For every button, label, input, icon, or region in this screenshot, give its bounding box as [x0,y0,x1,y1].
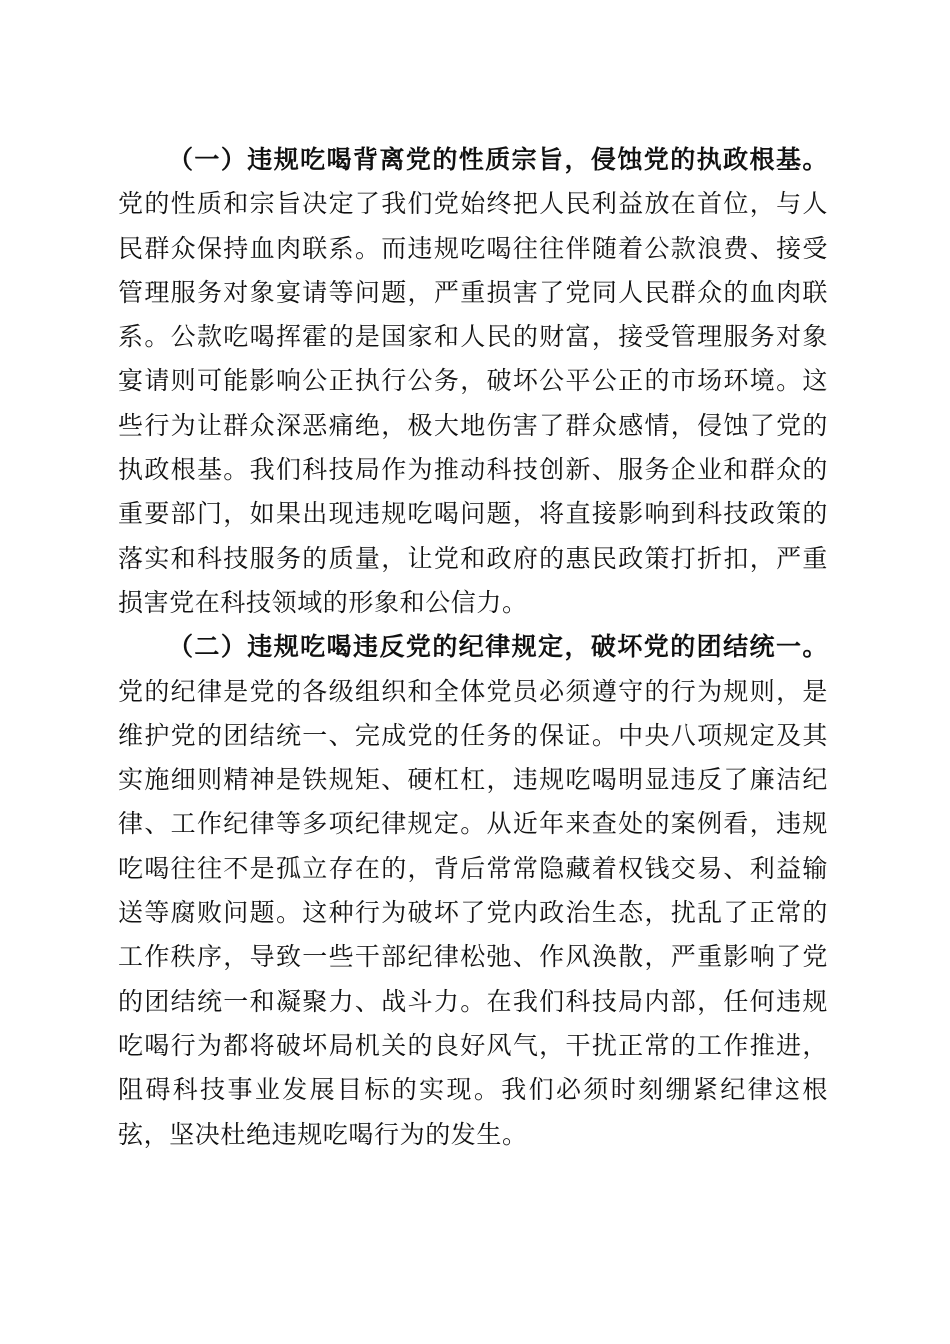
section-paragraph-1 [118,138,828,625]
section-body-1: 党的性质和宗旨决定了我们党始终把人民利益放在首位，与人民群众保持血肉联系。而违规吃喝往往伴随着公款浪费、接受管理服务对象宴请等问题，严重损害了党同人民群众的血肉联系。公款吃喝挥霍的是国家和人民的财富，接受管理服务对象宴请则可能影响公正执行公务，破坏公平公正的市场环境。这些行为让群众深恶痛绝，极大地伤害了群众感情，侵蚀了党的执政根基。我们科技局作为推动科技创新、服务企业和群众的重要部门，如果出现违规吃喝问题，将直接影响到科技政策的落实和科技服务的质量，让党和政府的惠民政策打折扣，严重损害党在科技领域的形象和公信力。 [118,189,828,617]
document-body [118,138,828,1157]
section-body-2: 党的纪律是党的各级组织和全体党员必须遵守的行为规则，是维护党的团结统一、完成党的任务的保证。中央八项规定及其实施细则精神是铁规矩、硬杠杠，违规吃喝明显违反了廉洁纪律、工作纪律等多项纪律规定。从近年来查处的案例看，违规吃喝往往不是孤立存在的，背后常常隐藏着权钱交易、利益输送等腐败问题。这种行为破坏了党内政治生态，扰乱了正常的工作秩序，导致一些干部纪律松弛、作风涣散，严重影响了党的团结统一和凝聚力、战斗力。在我们科技局内部，任何违规吃喝行为都将破坏局机关的良好风气，干扰正常的工作推进，阻碍科技事业发展目标的实现。我们必须时刻绷紧纪律这根弦，坚决杜绝违规吃喝行为的发生。 [118,676,828,1149]
section-heading-2: （二）违规吃喝违反党的纪律规定，破坏党的团结统一。 [168,632,828,662]
section-paragraph-2 [118,625,828,1157]
section-heading-1: （一）违规吃喝背离党的性质宗旨，侵蚀党的执政根基。 [168,145,828,174]
